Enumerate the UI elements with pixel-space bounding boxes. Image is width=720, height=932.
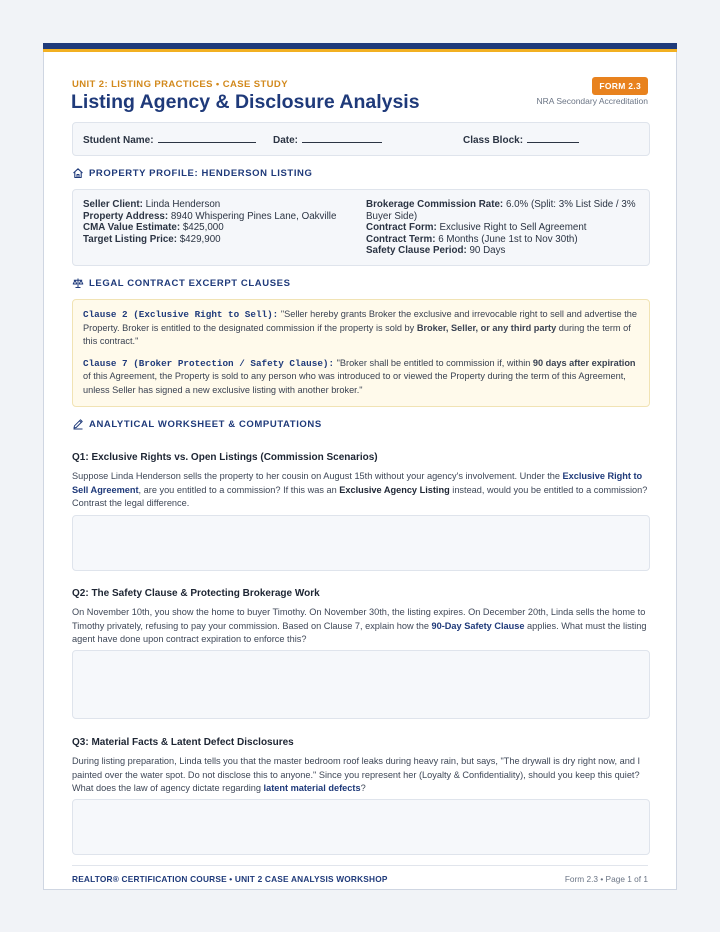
date-line[interactable] — [302, 134, 382, 143]
q1-prompt: Suppose Linda Henderson sells the property to her cousin on August 15th without your agency's involvement. Under the Exclusive Right to Sell Agreement, are you entitled to a commission? If this was an Exclusive Agency Listing instead, would you be entitled to a commission? Contrast the legal difference. — [72, 471, 648, 508]
student-name-line[interactable] — [158, 134, 256, 143]
q3-title: Q3: Material Facts & Latent Defect Disclosures — [72, 737, 294, 748]
clauses-heading-text: LEGAL CONTRACT EXCERPT CLAUSES — [89, 277, 291, 289]
date-label: Date: — [273, 135, 299, 146]
q3-answer-box[interactable] — [72, 799, 650, 855]
q2-answer-box[interactable] — [72, 650, 650, 719]
footer-course-label: REALTOR® CERTIFICATION COURSE • UNIT 2 CASE ANALYSIS WORKSHOP — [72, 874, 388, 884]
student-info-box — [72, 122, 650, 156]
clause-7-label: Clause 7 (Broker Protection / Safety Clause): — [83, 357, 335, 369]
target-price-row: Target Listing Price: $429,900 — [83, 233, 221, 245]
contract-term-row: Contract Term: 6 Months (June 1st to Nov 30th) — [366, 233, 578, 245]
header-stripe-gold — [43, 49, 677, 52]
unit-eyebrow: UNIT 2: LISTING PRACTICES • CASE STUDY — [72, 79, 288, 90]
cma-value-row: CMA Value Estimate: $425,000 — [83, 222, 224, 234]
clause-excerpt-box — [72, 299, 650, 407]
worksheet-heading-text: ANALYTICAL WORKSHEET & COMPUTATIONS — [89, 418, 322, 430]
class-block-line[interactable] — [527, 134, 579, 143]
class-block-label: Class Block: — [463, 135, 524, 146]
safety-period-row: Safety Clause Period: 90 Days — [366, 245, 506, 257]
clause-7: Clause 7 (Broker Protection / Safety Clause): "Broker shall be entitled to commission if, within 90 days after expiration of this Agreement, the Property is sold to any person who was introduced to or viewed the Property during the term of this Agreement, unless Seller has signed a new exclusive listing with another broker." — [83, 357, 636, 395]
q2-title: Q2: The Safety Clause & Protecting Brokerage Work — [72, 588, 320, 599]
clause-2-label: Clause 2 (Exclusive Right to Sell): — [83, 309, 279, 320]
student-name-field[interactable] — [83, 134, 256, 146]
q1-title: Q1: Exclusive Rights vs. Open Listings (Commission Scenarios) — [72, 452, 378, 463]
profile-left-column — [83, 199, 363, 245]
date-field[interactable] — [273, 134, 382, 146]
scale-icon — [72, 277, 84, 289]
profile-right-column — [366, 199, 646, 257]
clauses-heading — [72, 277, 291, 289]
page-title: Listing Agency & Disclosure Analysis — [71, 91, 420, 113]
profile-heading — [72, 167, 313, 179]
accreditation-label: NRA Secondary Accreditation — [536, 96, 648, 106]
profile-heading-text: PROPERTY PROFILE: HENDERSON LISTING — [89, 167, 313, 179]
footer-divider — [72, 865, 648, 866]
worksheet-heading — [72, 418, 322, 430]
pencil-icon — [72, 418, 84, 430]
property-address-row: Property Address: 8940 Whispering Pines Lane, Oakville — [83, 210, 337, 222]
q1-answer-box[interactable] — [72, 515, 650, 571]
q2-prompt: On November 10th, you show the home to buyer Timothy. On November 30th, the listing expires. On December 20th, Linda sells the home to Timothy privately, refusing to pay your commission. Based on Clause 7, explain how the 90-Day Safety Clause applies. What must the listing agent have done upon contract expiration to enforce this? — [72, 607, 647, 644]
commission-row: Brokerage Commission Rate: 6.0% (Split: 3% List Side / 3% — [366, 199, 636, 210]
commission-row-cont: Buyer Side) — [366, 210, 418, 222]
footer-page-label: Form 2.3 • Page 1 of 1 — [564, 874, 648, 884]
home-icon — [72, 167, 84, 179]
clause-2: Clause 2 (Exclusive Right to Sell): "Seller hereby grants Broker the exclusive and irrevocable right to sell and advertise the Property. Broker is entitled to the designated commission if the property is sold by Broker, Seller, or any third party during the term of this contract." — [83, 309, 637, 346]
property-profile-box — [72, 189, 650, 266]
class-block-field[interactable] — [463, 134, 579, 146]
contract-form-row: Contract Form: Exclusive Right to Sell Agreement — [366, 222, 587, 234]
student-name-label: Student Name: — [83, 135, 154, 146]
q3-prompt: During listing preparation, Linda tells you that the master bedroom roof leaks during heavy rain, but says, "The drywall is dry right now, and I painted over the water spot. Do not disclose this to anyone." Since you represent her (Loyalty & Confidentiality), should you keep this quiet? What does the law of agency dictate regarding latent material defects? — [72, 756, 641, 793]
worksheet-page — [43, 43, 677, 890]
seller-client-row: Seller Client: Linda Henderson — [83, 199, 221, 210]
form-badge: FORM 2.3 — [592, 77, 648, 95]
